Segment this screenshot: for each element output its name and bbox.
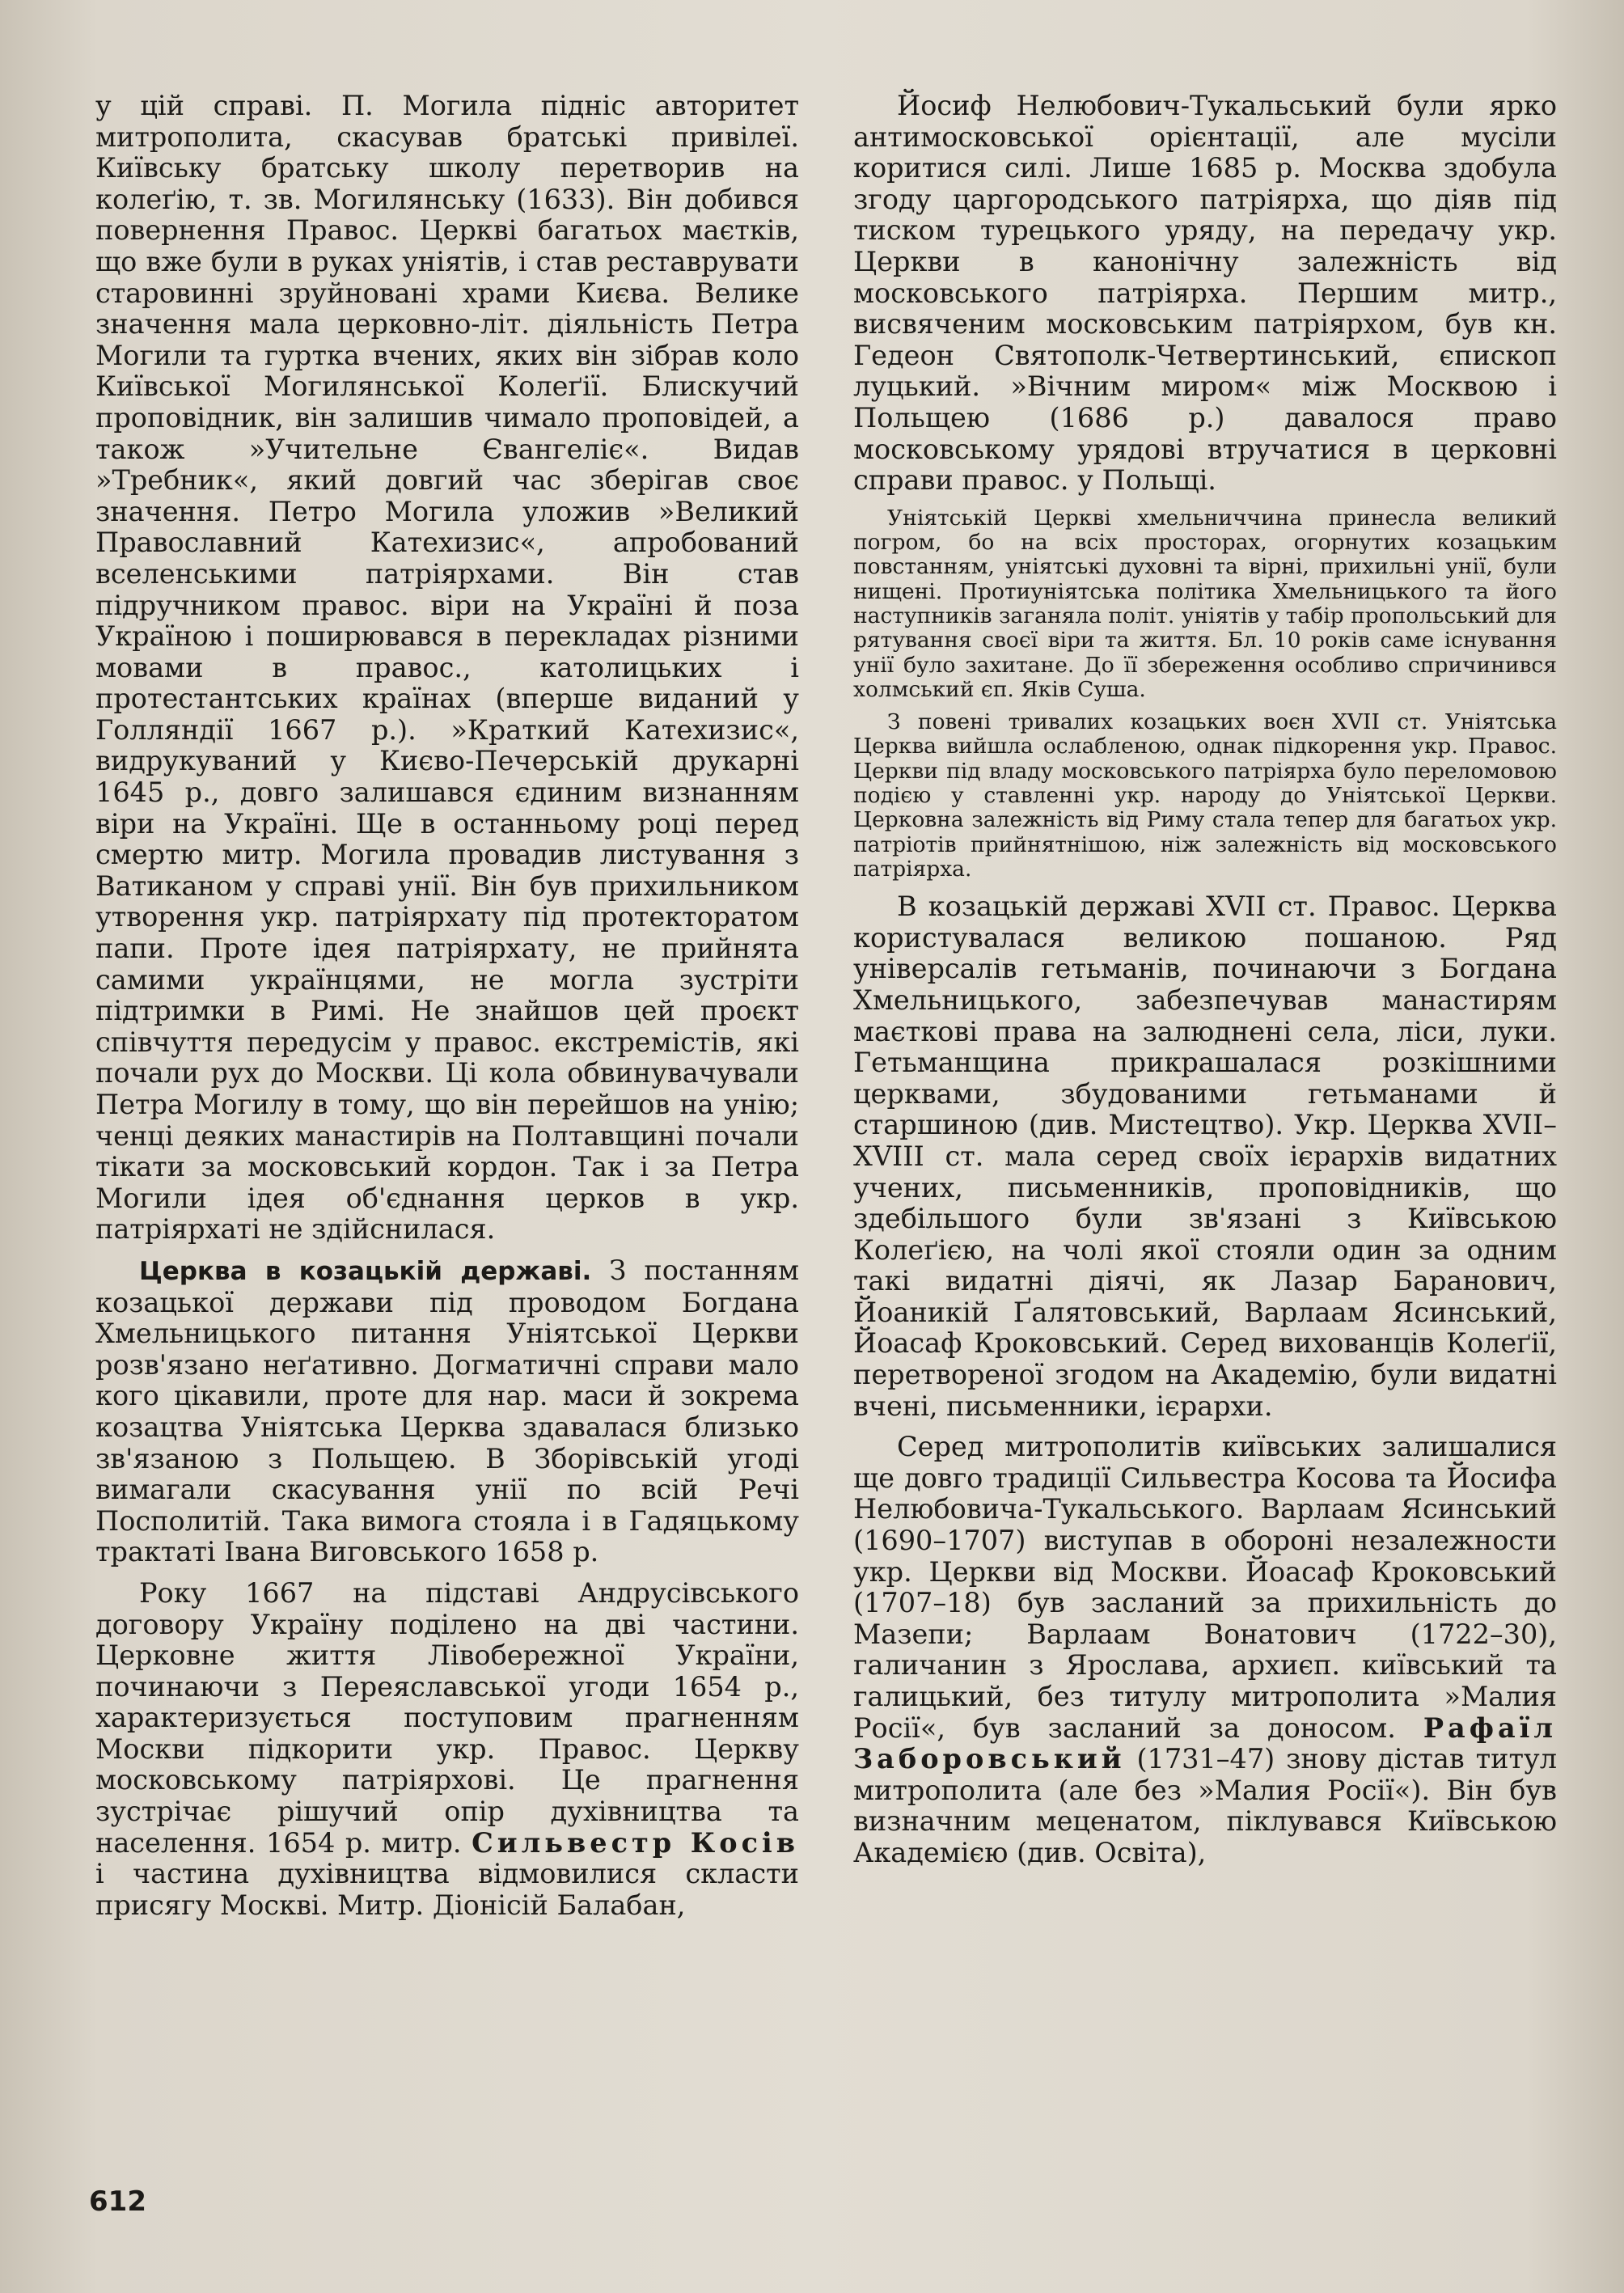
person-name: Рафаїл Заборовський <box>853 1711 1558 1775</box>
left-paragraph-1: у цій справі. П. Могила підніс авторитет митрополита, скасував братські привілеї. Київську братську школу перетворив на колеґію, т. зв. Могилянську (1633). Він добився повернення Правос. Церкві багатьох маєтків, що вже були в руках уніятів, і став реставрувати старовинні зруйновані храми Києва. Велике значення мала церковно-літ. діяльність Петра Могили та гуртка вчених, яких він зібрав коло Київської Могилянської Колеґії. Блискучий проповідник, він залишив чимало проповідей, а також »Учительне Євангеліє«. Видав »Требник«, який довгий час зберігав своє значення. Петро Могила уложив »Великий Православний Катехизис«, апробований вселенськими патріярхами. Він став підручником правос. віри на Україні й поза Україною і поширювався в перекладах різними мовами в правос., католицьких і протестантських країнах (вперше виданий у Голляндії 1667 р.). »Краткий Катехизис«, видрукуваний у Києво-Печерській друкарні 1645 р., довго залишався єдиним визнанням віри на Україні. Ще в останньому році перед смертю митр. Могила провадив листування з Ватиканом у справі унії. Він був прихильником утворення укр. патріярхату під протекторатом папи. Проте ідея патріярхату, не прийнята самими українцями, не могла зустріти підтримки в Римі. Не знайшов цей проєкт співчуття передусім у правос. екстремістів, які почали рух до Москви. Ці кола обвинувачували Петра Могилу в тому, що він перейшов на унію; ченці деяких манастирів на Полтавщині почали тікати за московський кордон. Так і за Петра Могили ідея об'єднання церков в укр. патріярхаті не здійснилася. <box>95 90 799 1246</box>
left-paragraph-3 <box>95 1578 799 1922</box>
right-paragraph-3 <box>853 1432 1557 1868</box>
section-heading: Церква в козацькій державі. <box>139 1256 592 1286</box>
left-paragraph-3-text: Року 1667 на підставі Андрусівського договору Україну поділено на дві частини. Церковне життя Лівобережної України, починаючи з Переяславської угоди 1654 р., характеризується поступовим прагненням Москви підкорити укр. Правос. Церкву московському патріярхові. Це прагнення зустрічає рішучий опір духівництва та населення. 1654 р. митр. <box>95 1576 799 1859</box>
left-paragraph-3-rest: і частина духівництва відмовилися скласти присягу Москві. Митр. Діонісій Балабан, <box>95 1858 799 1921</box>
right-paragraph-1: Йосиф Нелюбович-Тукальський були ярко антимосковської орієнтації, але мусіли коритися силі. Лише 1685 р. Москва здобула згоду царгородського патріярха, що діяв під тиском турецького уряду, на передачу укр. Церкви в канонічну залежність від московського патріярха. Першим митр., висвяченим московським патріярхом, був кн. Гедеон Святополк-Четвертинський, єпископ луцький. »Вічним миром« між Москвою і Польщею (1686 р.) давалося право московському урядові втручатися в церковні справи правос. у Польщі. <box>853 90 1557 497</box>
small-paragraph-2: З повені тривалих козацьких воєн XVII ст. Уніятська Церква вийшла ослабленою, однак підкорення укр. Правос. Церкви під владу московського патріярха було переломовою подією у ставленні укр. народу до Уніятської Церкви. Церковна залежність від Риму стала тепер для багатьох укр. патріотів прийнятнішою, ніж залежність від московського патріярха. <box>853 709 1557 882</box>
left-column <box>95 91 799 1931</box>
small-print-block <box>853 506 1557 882</box>
right-paragraph-3-rest: (1731–47) знову дістав титул митрополита (але без »Малия Росії«). Він був визначним меценатом, піклувався Київською Академією (див. Освіта), <box>853 1743 1557 1868</box>
left-paragraph-2-text: З постанням козацької держави під проводом Богдана Хмельницького питання Уніятської Церкви розв'язано неґативно. Догматичні справи мало кого цікавили, проте для нар. маси й зокрема козацтва Уніятська Церква здавалася близько зв'язаною з Польщею. В Зборівській угоді вимагали скасування унії по всій Речі Посполитій. Така вимога стояла і в Гадяцькому трактаті Івана Виговського 1658 р. <box>95 1254 800 1568</box>
left-paragraph-2 <box>95 1255 799 1568</box>
person-name: Сильвестр Косів <box>472 1826 799 1859</box>
small-paragraph-1: Уніятській Церкві хмельниччина принесла великий погром, бо на всіх просторах, огорнутих козацьким повстанням, уніятські духовні та вірні, прихильні унії, були нищені. Протиуніятська політика Хмельницького та його наступників заганяла політ. уніятів у табір пропольський для рятування своєї віри та життя. Бл. 10 років саме існування унії було захитане. До її збереження особливо спричинився холмський єп. Яків Суша. <box>853 505 1557 702</box>
right-paragraph-2: В козацькій державі XVII ст. Правос. Церква користувалася великою пошаною. Ряд універсалів гетьманів, починаючи з Богдана Хмельницького, забезпечував манастирям маєткові права на залюднені села, ліси, луки. Гетьманщина прикрашалася розкішними церквами, збудованими гетьманами й старшиною (див. Мистецтво). Укр. Церква XVII–XVIII ст. мала серед своїх ієрархів видатних учених, письменників, проповідників, що здебільшого були зв'язані з Київською Колеґією, на чолі якої стояли один за одним такі видатні діячі, як Лазар Баранович, Йоаникій Ґалятовський, Варлаам Ясинський, Йоасаф Кроковський. Серед вихованців Колеґії, перетвореної згодом на Академію, були видатні вчені, письменники, ієрархи. <box>853 891 1557 1422</box>
page-number: 612 <box>89 2185 146 2218</box>
right-paragraph-3-text: Серед митрополитів київських залишалися ще довго традиції Сильвестра Косова та Йосифа Нелюбовича-Тукальського. Варлаам Ясинський (1690–1707) виступав в обороні незалежности укр. Церкви від Москви. Йоасаф Кроковський (1707–18) був засланий за прихильність до Мазепи; Варлаам Вонатович (1722–30), галичанин з Ярослава, архиєп. київський та галицький, без титулу митрополита »Малия Росії«, був засланий за доносом. <box>853 1431 1557 1744</box>
right-column <box>853 91 1557 1879</box>
